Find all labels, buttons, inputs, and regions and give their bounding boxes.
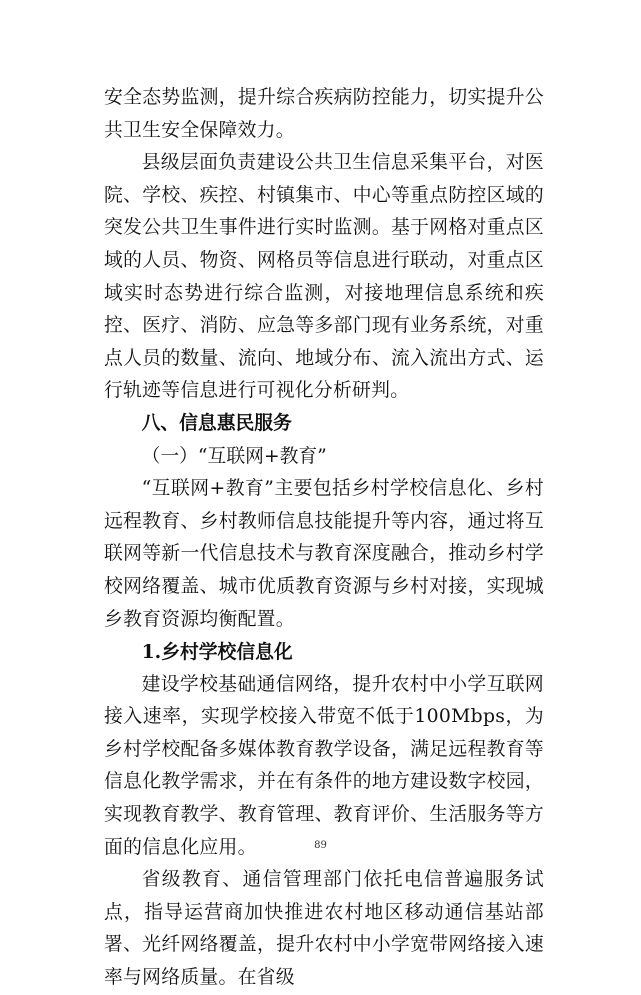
page-number: 89: [314, 840, 327, 851]
paragraph-3: “互联网+教育”主要包括乡村学校信息化、乡村远程教育、乡村教师信息技能提升等内容，通过将互联网等新一代信息技术与教育深度融合，推动乡村学校网络覆盖、城市优质教育资源与乡村对接，实现城乡教育资源均衡配置。: [104, 478, 544, 630]
document-page: [104, 82, 544, 995]
paragraph-4: 建设学校基础通信网络，提升农村中小学互联网接入速率，实现学校接入带宽不低于100Mbps，为乡村学校配备多媒体教育教学设备，满足远程教育等信息化教学需求，并在有条件的地方建设数字校园，实现教育教学、教育管理、教育评价、生活服务等方面的信息化应用。: [104, 673, 544, 858]
item-heading: 1.乡村学校信息化: [141, 641, 293, 664]
paragraph-2: 县级层面负责建设公共卫生信息采集平台，对医院、学校、疾控、村镇集市、中心等重点防控区域的突发公共卫生事件进行实时监测。基于网格对重点区域的人员、物资、网格员等信息进行联动，对重点区域实时态势进行综合监测，对接地理信息系统和疾控、医疗、消防、应急等多部门现有业务系统，对重点人员的数量、流向、地域分布、流入流出方式、运行轨迹等信息进行可视化分析研判。: [104, 152, 544, 402]
paragraph-5: 省级教育、通信管理部门依托电信普遍服务试点，指导运营商加快推进农村地区移动通信基站部署、光纤网络覆盖，提升农村中小学宽带网络接入速率与网络质量。在省级: [104, 869, 544, 989]
section-heading: 八、信息惠民服务: [141, 412, 292, 434]
paragraph-1: 安全态势监测，提升综合疾病防控能力，切实提升公共卫生安全保障效力。: [104, 87, 544, 141]
subsection-heading: （一）“互联网+教育”: [141, 445, 327, 467]
